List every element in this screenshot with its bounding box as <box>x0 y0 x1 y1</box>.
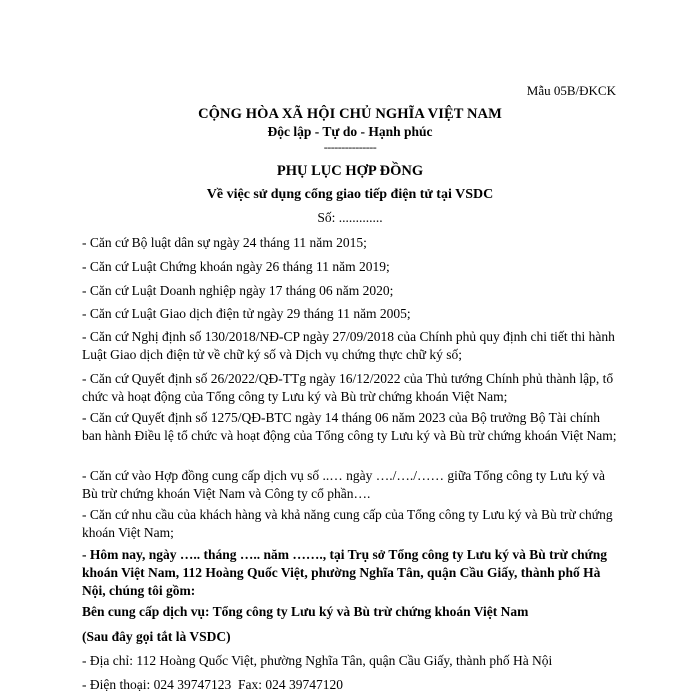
basis-securities-law: - Căn cứ Luật Chứng khoán ngày 26 tháng 11 năm 2019; <box>82 259 390 274</box>
national-title: CỘNG HÒA XÃ HỘI CHỦ NGHĨA VIỆT NAM <box>198 106 502 122</box>
national-motto: Độc lập - Tự do - Hạnh phúc <box>267 124 433 139</box>
basis-e-transaction-law: - Căn cứ Luật Giao dịch điện tử ngày 29 tháng 11 năm 2005; <box>82 306 411 321</box>
basis-customer-needs: - Căn cứ nhu cầu của khách hàng và khả năng cung cấp của Tổng công ty Lưu ký và Bù trừ chứng khoán Việt Nam; <box>82 507 613 540</box>
basis-decision-26: - Căn cứ Quyết định số 26/2022/QĐ-TTg ngày 16/12/2022 của Thủ tướng Chính phủ thành lập, tổ chức và hoạt động của Tổng công ty Lưu ký và Bù trừ chứng khoán Việt Nam; <box>82 371 614 404</box>
basis-enterprise-law: - Căn cứ Luật Doanh nghiệp ngày 17 tháng 06 năm 2020; <box>82 283 394 298</box>
form-code: Mẫu 05B/ĐKCK <box>526 83 616 98</box>
today-statement: - Hôm nay, ngày ….. tháng ….. năm ……., tại Trụ sở Tổng công ty Lưu ký và Bù trừ chứng khoán Việt Nam, 112 Hoàng Quốc Việt, phường Nghĩa Tân, quận Cầu Giấy, thành phố Hà Nội, chúng tôi gồm: <box>82 547 607 598</box>
document-subtitle: Về việc sử dụng cổng giao tiếp điện tử tại VSDC <box>206 187 494 202</box>
basis-civil-code: - Căn cứ Bộ luật dân sự ngày 24 tháng 11 năm 2015; <box>82 235 367 250</box>
document-title: PHỤ LỤC HỢP ĐỒNG <box>276 163 424 179</box>
basis-service-contract: - Căn cứ vào Hợp đồng cung cấp dịch vụ số ..… ngày …./…./…… giữa Tổng công ty Lưu ký và Bù trừ chứng khoán Việt Nam và Công ty cổ phần…. <box>82 468 606 501</box>
document-number: Số: ............. <box>317 210 383 225</box>
provider-address: - Địa chỉ: 112 Hoàng Quốc Việt, phường Nghĩa Tân, quận Cầu Giấy, thành phố Hà Nội <box>82 653 553 668</box>
basis-decision-1275: - Căn cứ Quyết định số 1275/QĐ-BTC ngày 14 tháng 06 năm 2023 của Bộ trưởng Bộ Tài chính ban hành Điều lệ tổ chức và hoạt động của Tổng công ty Lưu ký và Bù trừ chứng khoán Việt Nam; <box>82 410 617 443</box>
basis-decree-130: - Căn cứ Nghị định số 130/2018/NĐ-CP ngày 27/09/2018 của Chính phủ quy định chi tiết thi hành Luật Giao dịch điện tử về chữ ký số và Dịch vụ chứng thực chữ ký số; <box>82 329 615 362</box>
provider-heading: Bên cung cấp dịch vụ: Tổng công ty Lưu ký và Bù trừ chứng khoán Việt Nam <box>82 604 529 619</box>
provider-phone-fax: - Điện thoại: 024 39747123 Fax: 024 39747120 <box>82 677 343 692</box>
provider-short-name: (Sau đây gọi tắt là VSDC) <box>82 629 231 644</box>
header-divider: --------------- <box>323 140 377 154</box>
